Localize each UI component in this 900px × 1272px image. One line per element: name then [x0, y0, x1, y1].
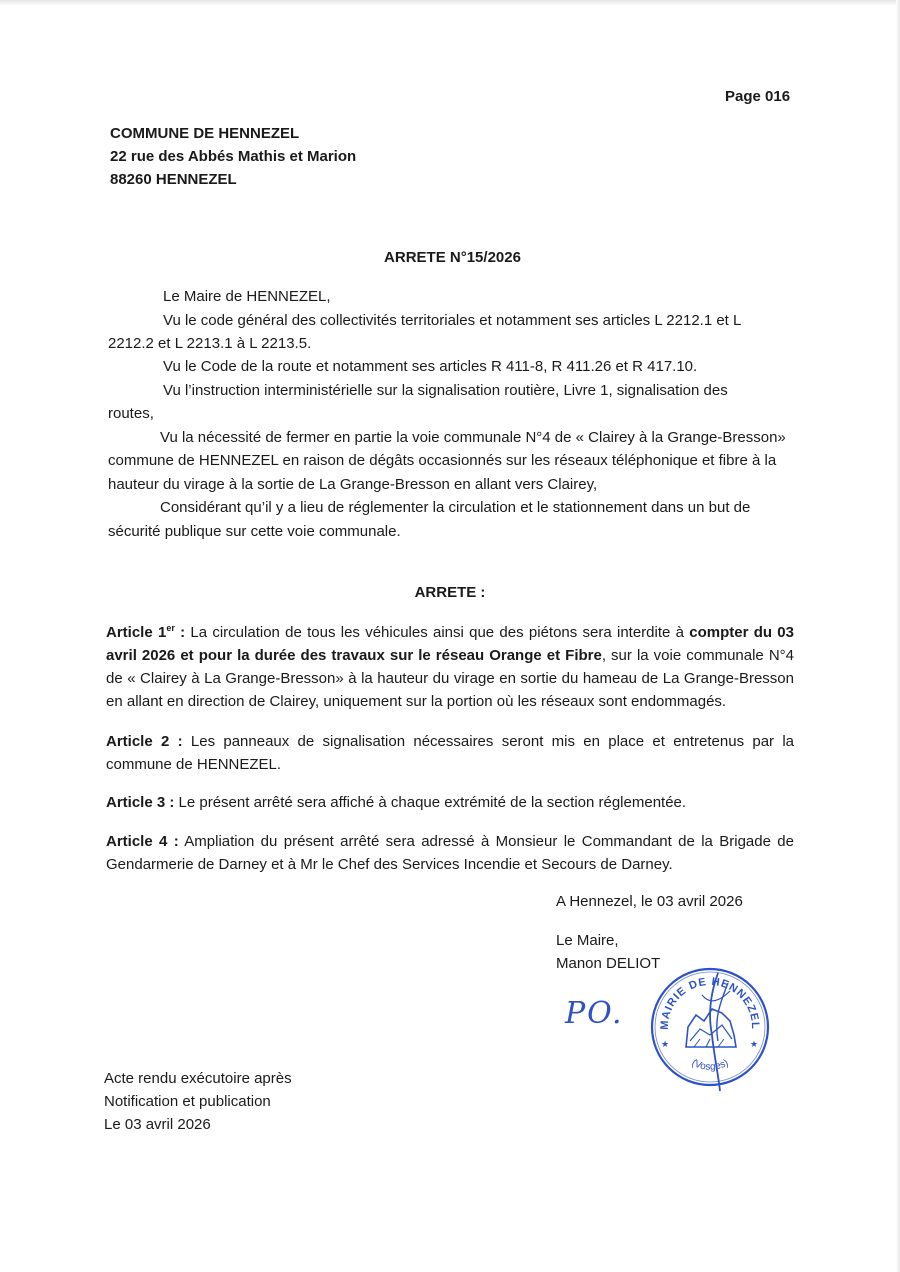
- preamble-line: sécurité publique sur cette voie communale.: [108, 523, 401, 540]
- preamble-line: hauteur du virage à la sortie de La Grange-Bresson en allant vers Clairey,: [108, 476, 598, 493]
- article-label: Article 2 :: [106, 733, 183, 750]
- svg-text:★: ★: [661, 1040, 670, 1050]
- scan-top-edge: [0, 0, 900, 6]
- article-label: Article 1er :: [106, 623, 186, 641]
- commune-postcode: 88260 HENNEZEL: [110, 171, 237, 188]
- article-1: Article 1er : La circulation de tous les véhicules ainsi que des piétons sera interdite à compter du 03 avril 2026 et pour la durée des travaux sur le réseau Orange et Fibre, sur la voie communale N°4 de « Clairey à La Grange-Bresson» à la hauteur du virage en sortie du hameau de La Grange-Bresson en allant en direction de Clairey, uniquement sur la portion où les réseaux sont endommagés.: [106, 623, 794, 710]
- svg-text:★: ★: [750, 1040, 759, 1050]
- preamble-line: commune de HENNEZEL en raison de dégâts occasionnés sur les réseaux téléphonique et fibre à la: [108, 452, 777, 469]
- footer-line: Le 03 avril 2026: [104, 1116, 211, 1133]
- svg-text:MAIRIE DE HENNEZEL: MAIRIE DE HENNEZEL: [658, 975, 762, 1031]
- commune-name: COMMUNE DE HENNEZEL: [110, 125, 300, 142]
- preamble-line: 2212.2 et L 2213.1 à L 2213.5.: [108, 335, 312, 352]
- page-number: Page 016: [725, 88, 791, 105]
- footer-line: Acte rendu exécutoire après: [104, 1070, 292, 1087]
- article-2: Article 2 : Les panneaux de signalisation nécessaires seront mis en place et entretenus par la commune de HENNEZEL.: [106, 733, 795, 773]
- preamble-line: Le Maire de HENNEZEL,: [163, 288, 331, 305]
- preamble-line: Vu l’instruction interministérielle sur la signalisation routière, Livre 1, signalisation des: [163, 382, 728, 399]
- place-date: A Hennezel, le 03 avril 2026: [556, 893, 743, 910]
- preamble-line: routes,: [108, 405, 154, 422]
- footer-line: Notification et publication: [104, 1093, 271, 1110]
- article-3: Article 3 : Le présent arrêté sera affiché à chaque extrémité de la section réglementée.: [106, 794, 687, 811]
- preamble-line: Vu le code général des collectivités territoriales et notamment ses articles L 2212.1 et L: [163, 312, 742, 329]
- article-4: Article 4 : Ampliation du présent arrêté sera adressé à Monsieur le Commandant de la Brigade de Gendarmerie de Darney et à Mr le Chef des Services Incendie et Secours de Darney.: [106, 833, 794, 873]
- svg-text:(Vosges): (Vosges): [689, 1057, 731, 1073]
- preamble-line: Considérant qu’il y a lieu de réglementer la circulation et le stationnement dans un but de: [160, 499, 751, 516]
- decision-heading: ARRETE :: [414, 584, 486, 601]
- mairie-stamp-icon: [640, 955, 780, 1095]
- scan-right-edge: [896, 0, 900, 1272]
- preamble-line: Vu le Code de la route et notamment ses articles R 411-8, R 411.26 et R 417.10.: [163, 358, 698, 375]
- handwritten-po: PO.: [565, 996, 624, 1031]
- article-label: Article 4 :: [106, 833, 179, 850]
- decree-title: ARRETE N°15/2026: [384, 249, 521, 266]
- signatory-role: Le Maire,: [556, 932, 619, 949]
- signatory-name: Manon DELIOT: [556, 955, 661, 972]
- preamble-line: Vu la nécessité de fermer en partie la voie communale N°4 de « Clairey à la Grange-Bresson»: [160, 429, 786, 446]
- commune-street: 22 rue des Abbés Mathis et Marion: [110, 148, 357, 165]
- article-label: Article 3 :: [106, 794, 175, 811]
